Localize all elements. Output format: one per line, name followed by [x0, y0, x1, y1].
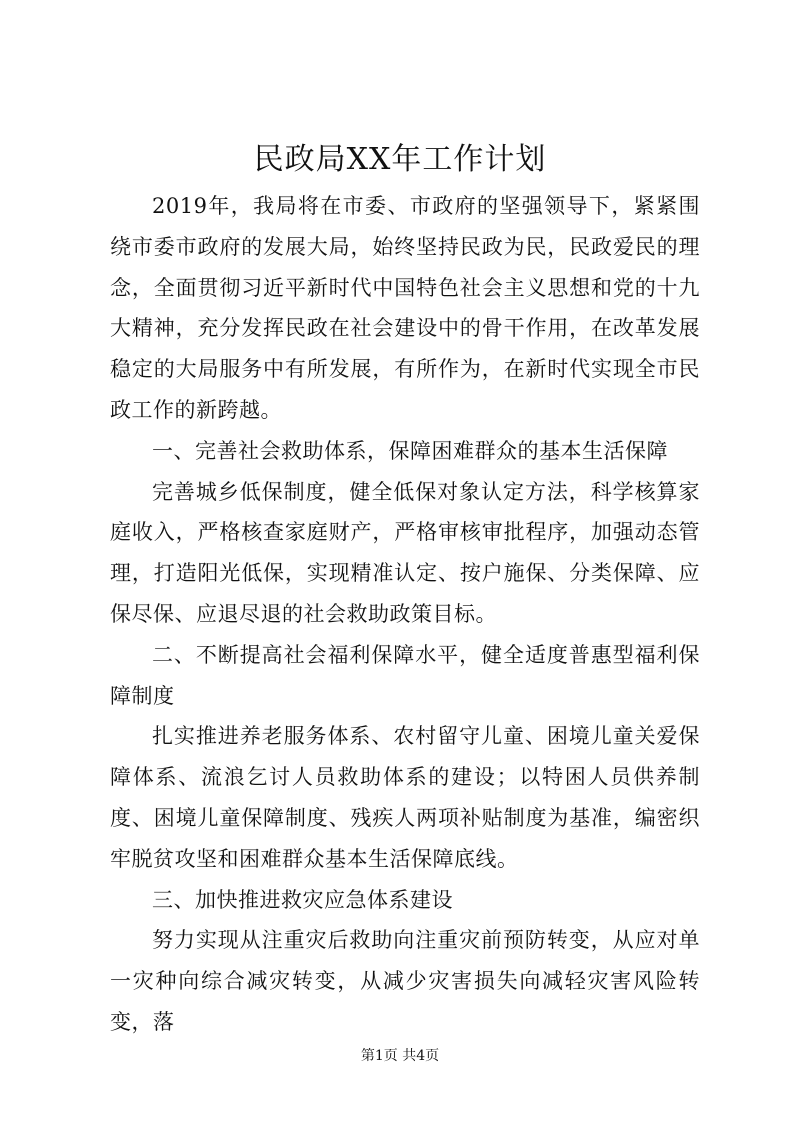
page-number: 第1页 共4页 — [360, 1048, 440, 1064]
paragraph-section-3: 努力实现从注重灾后救助向注重灾前预防转变，从应对单一灾种向综合减灾转变，从减少灾害损失向减轻灾害风险转变，落 — [110, 928, 700, 1034]
section-heading-3: 三、加快推进救灾应急体系建设 — [152, 887, 453, 912]
document-body — [110, 186, 700, 1043]
section-heading-1: 一、完善社会救助体系，保障困难群众的基本生活保障 — [152, 438, 668, 463]
paragraph-intro: 2019年，我局将在市委、市政府的坚强领导下，紧紧围绕市委市政府的发展大局，始终坚持民政为民，民政爱民的理念，全面贯彻习近平新时代中国特色社会主义思想和党的十九大精神，充分发挥民政在社会建设中的骨干作用，在改革发展稳定的大局服务中有所发展，有所作为，在新时代实现全市民政工作的新跨越。 — [110, 194, 700, 422]
paragraph-section-1: 完善城乡低保制度，健全低保对象认定方法，科学核算家庭收入，严格核查家庭财产，严格审核审批程序，加强动态管理，打造阳光低保，实现精准认定、按户施保、分类保障、应保尽保、应退尽退的社会救助政策目标。 — [110, 479, 700, 626]
paragraph-section-2: 扎实推进养老服务体系、农村留守儿童、困境儿童关爱保障体系、流浪乞讨人员救助体系的建设；以特困人员供养制度、困境儿童保障制度、残疾人两项补贴制度为基准，编密织牢脱贫攻坚和困难群众基本生活保障底线。 — [110, 724, 700, 871]
section-heading-2: 二、不断提高社会福利保障水平，健全适度普惠型福利保障制度 — [110, 642, 700, 708]
document-title: 民政局XX年工作计划 — [253, 142, 547, 177]
